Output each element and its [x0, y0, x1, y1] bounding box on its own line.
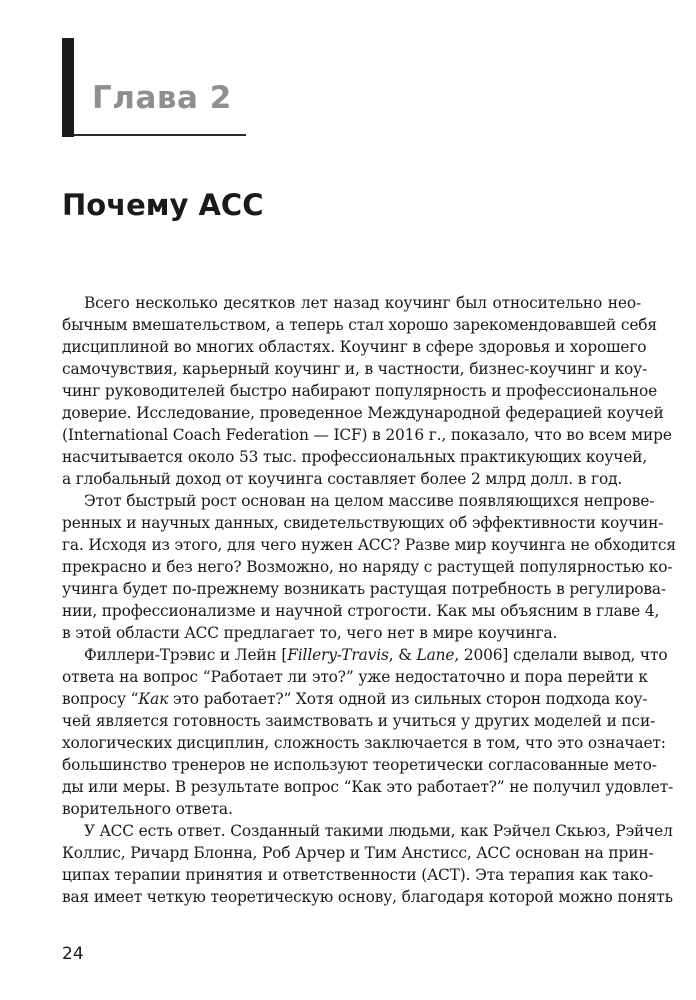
text-line: дисциплиной во многих областях. Коучинг в сфере здоровья и хорошего: [62, 338, 647, 356]
text-line: вая имеет четкую теоретическую основу, благодаря которой можно понять: [62, 888, 673, 906]
text-line: прекрасно и без него? Возможно, но наряду с растущей популярностью ко-: [62, 558, 673, 576]
text-line: насчитывается около 53 тыс. профессиональных практикующих коучей,: [62, 448, 648, 466]
page-number: 24: [62, 944, 84, 964]
text-line: учинга будет по-прежнему возникать растущая потребность в регулирова-: [62, 580, 666, 598]
text-line: хологических дисциплин, сложность заключается в том, что это означает:: [62, 734, 666, 752]
text-line: бычным вмешательством, а теперь стал хорошо зарекомендовавшей себя: [62, 316, 657, 334]
chapter-bar: [62, 38, 74, 137]
text-line: га. Исходя из этого, для чего нужен ACC? Разве мир коучинга не обходится: [62, 536, 676, 554]
text-line: а глобальный доход от коучинга составляет более 2 млрд долл. в год.: [62, 470, 623, 488]
paragraph: [62, 490, 676, 644]
text-line: ответа на вопрос “Работает ли это?” уже недостаточно и пора перейти к: [62, 668, 648, 686]
text-line: ворительного ответа.: [62, 800, 233, 818]
text-line: большинство тренеров не используют теоретически согласованные мето-: [62, 756, 657, 774]
text-line: в этой области ACC предлагает то, чего нет в мире коучинга.: [62, 624, 558, 642]
text-line: чей является готовность заимствовать и учиться у других моделей и пси-: [62, 712, 656, 730]
body-text: [62, 292, 676, 908]
text-line: вопросу “Как это работает?” Хотя одной из сильных сторон подхода коу-: [62, 690, 648, 708]
text-line: нии, профессионализме и научной строгости. Как мы объясним в главе 4,: [62, 602, 660, 620]
chapter-title: Почему ACC: [62, 188, 264, 222]
text-line: Этот быстрый рост основан на целом массиве появляющихся непрове-: [84, 492, 655, 510]
text-line: Коллис, Ричард Блонна, Роб Арчер и Тим Анстисс, ACC основан на прин-: [62, 844, 654, 862]
paragraph: [62, 820, 673, 908]
chapter-rule: [74, 134, 246, 136]
chapter-label: Глава 2: [92, 80, 232, 116]
text-line: (International Coach Federation — ICF) в 2016 г., показало, что во всем мире: [62, 426, 672, 444]
text-line: Всего несколько десятков лет назад коучинг был относительно нео-: [84, 294, 641, 312]
text-line: доверие. Исследование, проведенное Международной федерацией коучей: [62, 404, 664, 422]
paragraph: [62, 644, 674, 820]
text-line: ды или меры. В результате вопрос “Как это работает?” не получил удовлет-: [62, 778, 674, 796]
text-line: чинг руководителей быстро набирают популярность и профессиональное: [62, 382, 658, 400]
text-line: Филлери-Трэвис и Лейн [Fillery-Travis, & Lane, 2006] сделали вывод, что: [84, 646, 668, 664]
text-line: самочувствия, карьерный коучинг и, в частности, бизнес-коучинг и коу-: [62, 360, 648, 378]
text-line: У ACC есть ответ. Созданный такими людьми, как Рэйчел Скьюз, Рэйчел: [84, 822, 673, 840]
paragraph: [62, 292, 672, 490]
text-line: ципах терапии принятия и ответственности (ACT). Эта терапия как тако-: [62, 866, 654, 884]
text-line: ренных и научных данных, свидетельствующих об эффективности коучин-: [62, 514, 664, 532]
